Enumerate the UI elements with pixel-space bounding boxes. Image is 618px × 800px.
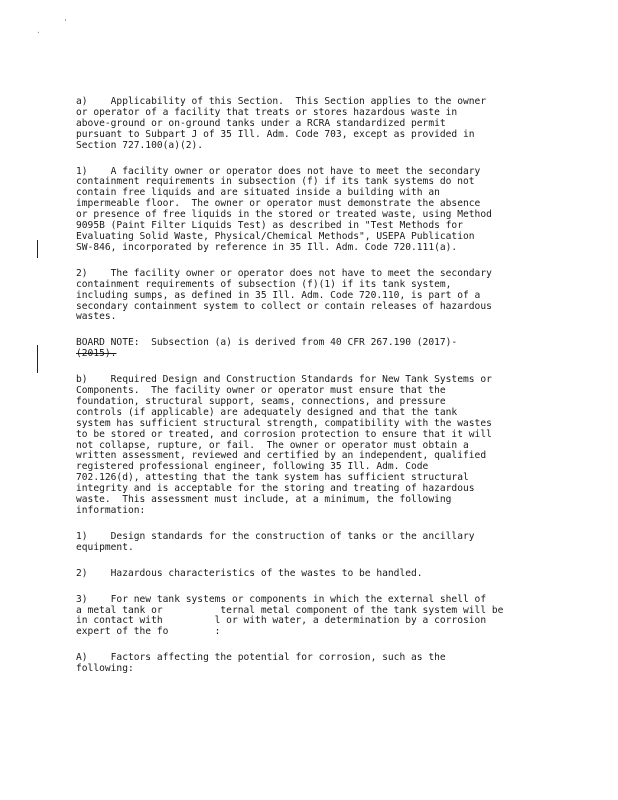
text-line: waste. This assessment must include, at a minimum, the following	[76, 494, 452, 506]
section-a-applicability	[76, 97, 546, 152]
text-line: pursuant to Subpart J of 35 Ill. Adm. Code 703, except as provided in	[76, 128, 475, 140]
subsection-a1	[76, 167, 546, 254]
text-line: SW-846, incorporated by reference in 35 Ill. Adm. Code 720.111(a).	[76, 241, 458, 253]
scan-speck: '	[63, 18, 68, 27]
text-line: containment requirements in subsection (f) if its tank systems do not	[76, 176, 475, 188]
text-line: not collapse, rupture, or fail. The owner or operator must obtain a	[76, 439, 469, 451]
text-line: controls (if applicable) are adequately designed and that the tank	[76, 406, 458, 418]
text-line: information:	[76, 505, 146, 516]
text-line: including sumps, as defined in 35 Ill. Adm. Code 720.110, is part of a	[76, 289, 481, 301]
text-line: written assessment, reviewed and certified by an independent, qualified	[76, 450, 487, 462]
document-body	[76, 97, 546, 690]
text-line: following:	[76, 663, 134, 675]
subsection-a2	[76, 269, 546, 324]
text-line: 3) For new tank systems or components in which the external shell of	[76, 593, 487, 605]
subsection-b1	[76, 532, 546, 554]
text-line: expert of the fo :	[76, 626, 221, 638]
text-line: to be stored or treated, and corrosion protection to ensure that it will	[76, 428, 492, 440]
text-line: impermeable floor. The owner or operator must demonstrate the absence	[76, 198, 481, 210]
text-line: 1) Design standards for the construction of tanks or the ancillary	[76, 530, 475, 542]
text-line: A) Factors affecting the potential for corrosion, such as the	[76, 652, 446, 664]
revision-change-bar	[37, 345, 38, 373]
text-line: secondary containment system to collect or contain releases of hazardous	[76, 300, 492, 312]
text-line: 1) A facility owner or operator does not have to meet the secondary	[76, 165, 481, 177]
text-line: Components. The facility owner or operator must ensure that the	[76, 385, 446, 397]
text-line: Section 727.100(a)(2).	[76, 139, 204, 151]
subsection-b3A	[76, 653, 546, 675]
board-note	[76, 338, 546, 360]
text-line: registered professional engineer, following 35 Ill. Adm. Code	[76, 461, 429, 473]
text-line: or presence of free liquids in the stored or treated waste, using Method	[76, 209, 492, 221]
scan-speck: .	[36, 26, 41, 35]
text-line: 2) Hazardous characteristics of the wastes to be handled.	[76, 567, 423, 579]
text-line: wastes.	[76, 311, 117, 323]
struck-text-line: (2015).	[76, 348, 117, 360]
text-line: b) Required Design and Construction Standards for New Tank Systems or	[76, 374, 492, 386]
text-line: contain free liquids and are situated inside a building with an	[76, 187, 440, 199]
text-line: 2) The facility owner or operator does not have to meet the secondary	[76, 267, 492, 279]
revision-change-bar	[37, 240, 38, 258]
subsection-b3	[76, 595, 546, 639]
text-line: system has sufficient structural strength, compatibility with the wastes	[76, 417, 492, 429]
text-line: a metal tank or ternal metal component of the tank system will be	[76, 604, 504, 616]
text-line: equipment.	[76, 541, 134, 553]
section-b-design-standards	[76, 375, 546, 517]
text-line: Evaluating Solid Waste, Physical/Chemical Methods", USEPA Publication	[76, 230, 475, 242]
text-line: 702.126(d), attesting that the tank system has sufficient structural	[76, 472, 469, 484]
text-line: integrity and is acceptable for the storing and treating of hazardous	[76, 483, 475, 495]
text-line: a) Applicability of this Section. This Section applies to the owner	[76, 96, 487, 107]
text-line: above-ground or on-ground tanks under a RCRA standardized permit	[76, 117, 446, 129]
subsection-b2	[76, 569, 546, 580]
text-line: foundation, structural support, seams, connections, and pressure	[76, 395, 446, 407]
text-line: containment requirements of subsection (f)(1) if its tank system,	[76, 278, 452, 290]
text-line: or operator of a facility that treats or stores hazardous waste in	[76, 106, 458, 118]
text-line: 9095B (Paint Filter Liquids Test) as described in "Test Methods for	[76, 220, 463, 232]
text-line: BOARD NOTE: Subsection (a) is derived from 40 CFR 267.190 (2017)-	[76, 337, 458, 349]
text-line: in contact with l or with water, a determination by a corrosion	[76, 615, 487, 627]
